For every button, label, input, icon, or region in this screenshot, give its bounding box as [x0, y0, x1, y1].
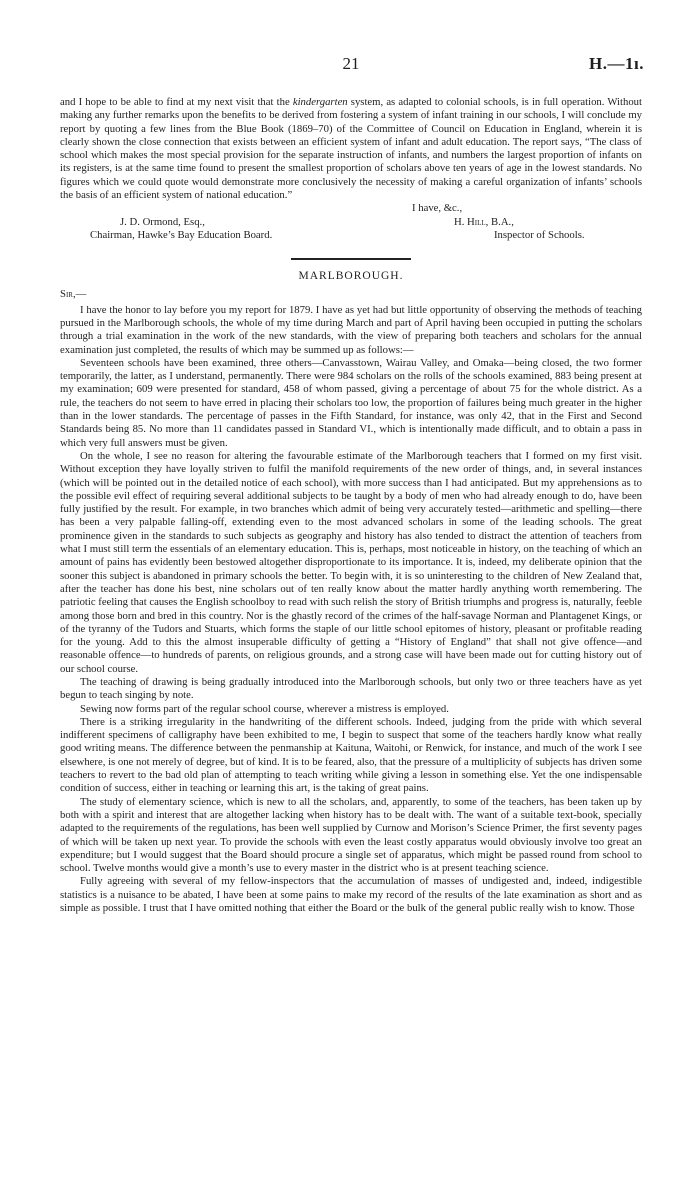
report-paragraph: I have the honor to lay before you my report for 1879. I have as yet had but little opportunity of observing the methods of teaching pursued in the Marlborough schools, the whole of my time during March and part of April having been occupied in putting the scholars through a trial examination in the work of the new standards, with the view of preparing both teachers and scholars for the annual examination just completed, the results of which may be summed up as follows:— — [60, 303, 642, 356]
signatory-title: Inspector of Schools. — [494, 228, 585, 241]
section-title: MARLBOROUGH. — [298, 270, 404, 283]
kindergarten-term: kindergarten — [292, 96, 348, 108]
report-paragraph: On the whole, I see no reason for altering the favourable estimate of the Marlborough teachers that I formed on my first visit. Without exception they have loyally striven to fulfil the manifold requirements of the new order of things, and, in several instances (which will be pointed out in the detailed notice of each school), with more success than I had anticipated. But my apprehensions as to the possible evil effect of requiring several additional subjects to be taught by a body of men who had already enough to do, have been fully justified by the result. For example, in two branches which admit of being very accurately tested—arithmetic and spelling—there has been a very palpable falling-off, extending even to the most advanced scholars in some of the leading schools. The great prominence given in the standards to such subjects as geography and history has also tended to distract the attention of teachers from what I must still term the essentials of an elementary education. This is, perhaps, most noticeable in history, on the teaching of which an amount of pains has evidently been bestowed altogether disproportionate to its importance. It is, indeed, my deliberate opinion that the sooner this subject is abandoned in primary schools the better. To begin with, it is so uninteresting to the children of New Zealand that, after the teacher has done his best, nine scholars out of ten really know about the matter hardly anything worth remembering. The patriotic feeling that causes the English schoolboy to read with such relish the story of British triumphs and progress is, naturally, feeble among those born and bred in this country. Nor is the ghastly record of the crimes of the half-savage Norman and Plantagenet Kings, or of the tyranny of the Tudors and Stuarts, which forms the staple of our little school epitomes of history, pleasant or profitable reading for the young. Add to this the almost insuperable difficulty of getting a “History of England” that shall not give offence—and reasonable offence—to hundreds of parents, on religious grounds, and a strong case will have been made out for cutting history out of our school course. — [60, 449, 642, 675]
intro-text — [60, 96, 642, 202]
salutation: Sir,— — [60, 288, 87, 301]
section-divider — [291, 258, 411, 260]
report-body — [60, 304, 642, 916]
intro-paragraph: and I hope to be able to find at my next visit that the kindergarten system, as adapted to colonial schools, is in full operation. Without making any further remarks upon the benefits to be derived from fostering a system of infant training in our schools, I will conclude my report by quoting a few lines from the Blue Book (1869–70) of the Committee of Council on Education in England, wherein it is clearly shown the close connection that exists between an efficient system of infant and adult education. The report says, “The class of school which makes the most special provision for the separate instruction of infants, and numbers the largest proportion of infants on its registers, is at the same time found to present the smallest proportion of scholars above ten years of age in the lowest standards. No figures which we could quote would demonstrate more conclusively the necessity of making a careful organization of infants’ schools the basis of an efficient system of national education.” — [60, 96, 642, 202]
report-paragraph: Sewing now forms part of the regular school course, wherever a mistress is employed. — [80, 702, 449, 715]
closing-formula: I have, &c., — [412, 202, 463, 215]
report-paragraph: The teaching of drawing is being gradually introduced into the Marlborough schools, but only two or three teachers have as yet begun to teach singing by note. — [60, 675, 642, 702]
signatory-name: H. Hill, B.A., — [454, 215, 514, 228]
report-paragraph: There is a striking irregularity in the handwriting of the different schools. Indeed, judging from the pride with which several indifferent specimens of calligraphy have been exhibited to me, I begin to suspect that some of the teachers hardly know what really good writing means. The difference between the penmanship at Kaituna, Waitohi, or Renwick, for instance, and much of the work I see elsewhere, is one not merely of degree, but of kind. It is to be feared, also, that the pressure of a multiplicity of subjects has driven some teachers to revert to the bad old plan of attempting to teach writing while giving a lesson in something else. Yet the one indispensable condition of success, either in teaching or learning this art, is the taking of great pains. — [60, 715, 643, 795]
page-header — [60, 54, 642, 78]
report-paragraph: The study of elementary science, which is new to all the scholars, and, apparently, to some of the teachers, has been taken up by both with a spirit and interest that are altogether lacking when history has to be dealt with. The want of a suitable text-book, specially adapted to the requirements of the regulations, has been well supplied by Curnow and Morison’s Science Primer, the first seventy pages of which will be taken up next year. To provide the schools with even the least costly apparatus would obviously involve too great an expenditure; but I would suggest that the Board should procure a single set of apparatus, which might be passed round from school to school. Twelve months would give a month’s use to every master in the district who is at present teaching science. — [60, 795, 642, 875]
page-number: 21 — [342, 54, 360, 73]
addressee-title: Chairman, Hawke’s Bay Education Board. — [90, 228, 273, 241]
report-paragraph: Fully agreeing with several of my fellow-inspectors that the accumulation of masses of undigested and, indeed, indigestible statistics is a nuisance to be abated, I have been at some pains to make my record of the results of the late examination as short and as simple as possible. I trust that I have omitted nothing that either the Board or the bulk of the general public really wish to know. Those — [60, 875, 642, 915]
report-paragraph: Seventeen schools have been examined, three others—Canvasstown, Wairau Valley, and Omaka—being closed, the two former temporarily, the latter, as I understand, permanently. There were 984 scholars on the rolls of the schools examined, 883 being present at my examination; 609 were presented for standard, 458 of whom passed, giving a percentage of about 75 for the whole district. As a rule, the teachers do not seem to have erred in placing their scholars too low, the proportion of failures being much greater in the higher than in the lower standards. The percentage of passes in the Fifth Standard, for instance, was only 42, that in the First and Second Standards being 85. No more than 11 candidates passed in Standard VI., which is intentionally made difficult, and to obtain a pass in which very full answers must be given. — [60, 356, 642, 449]
addressee-name: J. D. Ormond, Esq., — [120, 215, 205, 228]
paper-reference: H.—1ı. — [589, 54, 644, 73]
signature-block — [60, 202, 642, 242]
